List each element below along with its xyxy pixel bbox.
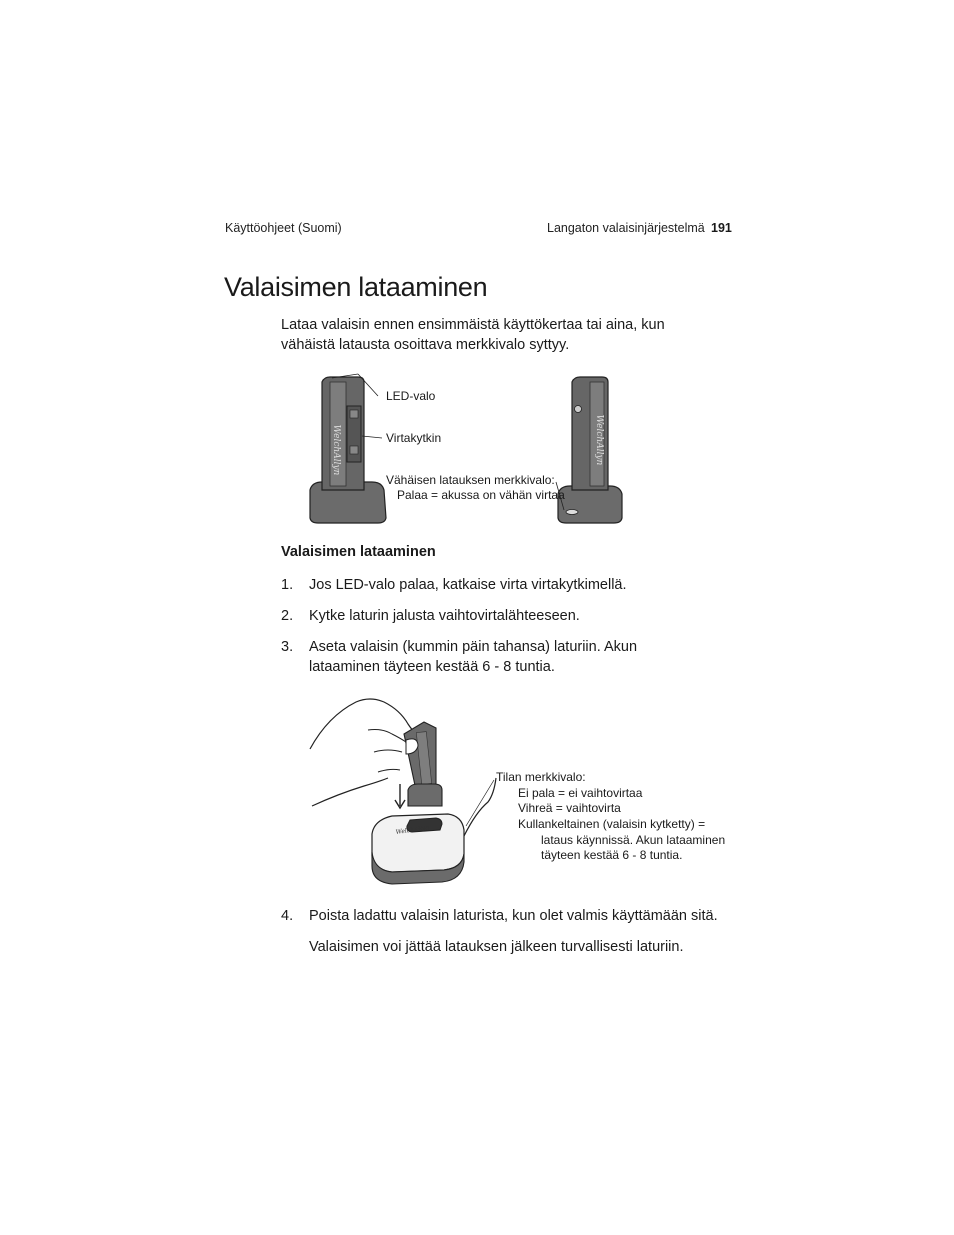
- page-title: Valaisimen lataaminen: [224, 272, 488, 302]
- charger-brand-logo: WelchAllyn: [395, 824, 430, 836]
- step-number: 4.: [281, 908, 294, 924]
- header-right-text: Langaton valaisinjärjestelmä: [547, 221, 705, 235]
- callout-low-charge-desc: Palaa = akussa on vähän virtaa: [397, 488, 565, 502]
- step-number: 2.: [281, 608, 294, 624]
- step-number: 3.: [281, 639, 294, 655]
- charger-illustration: [308, 694, 508, 886]
- figure-charger: [308, 694, 508, 886]
- page-number: 191: [711, 221, 732, 235]
- step-text: Jos LED-valo palaa, katkaise virta virtakytkimellä.: [309, 577, 627, 593]
- callout-status-title: Tilan merkkivalo:: [496, 770, 586, 784]
- callout-status-green: Vihreä = vaihtovirta: [518, 801, 621, 815]
- intro-paragraph: Lataa valaisin ennen ensimmäistä käyttökertaa tai aina, kun vähäistä latausta osoittava merkkivalo syttyy.: [281, 317, 665, 353]
- step-text: Poista ladattu valaisin laturista, kun olet valmis käyttämään sitä.: [309, 908, 718, 924]
- section-subheading: Valaisimen lataaminen: [281, 544, 436, 560]
- callout-low-charge-title: Vähäisen latauksen merkkivalo:: [386, 473, 555, 487]
- brand-logo-right: WelchAllyn: [594, 414, 604, 466]
- callout-status-amber: Kullankeltainen (valaisin kytketty) =: [518, 817, 706, 831]
- callout-status-amber-desc-1: lataus käynnissä. Akun lataaminen: [541, 833, 726, 847]
- step-number: 1.: [281, 577, 294, 593]
- callout-led: LED-valo: [386, 389, 436, 403]
- light-units-illustration: [300, 370, 640, 530]
- callout-status-off: Ei pala = ei vaihtovirtaa: [518, 786, 643, 800]
- header-left-text: Käyttöohjeet (Suomi): [225, 221, 342, 235]
- final-note: Valaisimen voi jättää latauksen jälkeen turvallisesti laturiin.: [309, 939, 684, 955]
- figure-light-units: [300, 370, 640, 530]
- step-text: Aseta valaisin (kummin päin tahansa) laturiin. Akun lataaminen täyteen kestää 6 - 8 tuntia.: [309, 639, 638, 675]
- callout-switch: Virtakytkin: [386, 431, 442, 445]
- brand-logo-left: WelchAllyn: [331, 424, 341, 476]
- callout-status-amber-desc-2: täyteen kestää 6 - 8 tuntia.: [541, 848, 683, 862]
- step-text: Kytke laturin jalusta vaihtovirtalähteeseen.: [309, 608, 580, 624]
